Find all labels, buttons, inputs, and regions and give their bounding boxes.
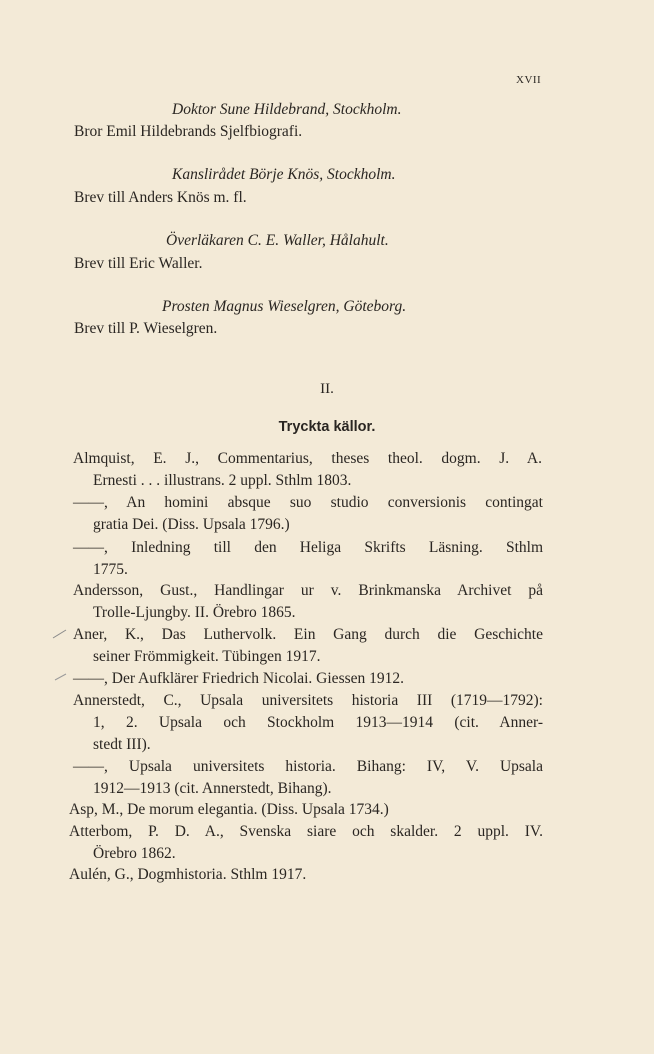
bib-line: Andersson, Gust., Handlingar ur v. Brinkmanska Archivet på — [73, 582, 543, 599]
bib-line: stedt III). — [93, 736, 151, 753]
source-content-3: Brev till Eric Waller. — [74, 255, 203, 272]
source-heading-3: Överläkaren C. E. Waller, Hålahult. — [166, 232, 389, 249]
bib-line: Aulén, G., Dogmhistoria. Sthlm 1917. — [69, 866, 307, 883]
bib-line: seiner Frömmigkeit. Tübingen 1917. — [93, 648, 321, 665]
bib-line: 1775. — [93, 561, 128, 578]
section-title: Tryckta källor. — [278, 419, 376, 435]
bib-line: gratia Dei. (Diss. Upsala 1796.) — [93, 516, 290, 533]
page-number: XVII — [516, 74, 542, 86]
source-heading-2: Kanslirådet Börje Knös, Stockholm. — [172, 166, 396, 183]
bib-line: ——, Der Aufklärer Friedrich Nicolai. Giessen 1912. — [73, 670, 405, 687]
bib-line: Annerstedt, C., Upsala universitets historia III (1719—1792): — [73, 692, 543, 709]
bib-line: ——, Upsala universitets historia. Bihang: IV, V. Upsala — [73, 758, 543, 775]
bib-line: Atterbom, P. D. A., Svenska siare och skalder. 2 uppl. IV. — [69, 823, 543, 840]
bib-line: Ernesti . . . illustrans. 2 uppl. Sthlm 1803. — [93, 472, 352, 489]
bib-line: Almquist, E. J., Commentarius, theses theol. dogm. J. A. — [73, 450, 542, 467]
bib-line: Örebro 1862. — [93, 845, 176, 862]
source-content-4: Brev till P. Wieselgren. — [74, 320, 218, 337]
pencil-mark-icon — [54, 672, 68, 682]
bib-line: Asp, M., De morum elegantia. (Diss. Upsala 1734.) — [69, 801, 389, 818]
bib-line: ——, Inledning till den Heliga Skrifts Läsning. Sthlm — [73, 539, 543, 556]
section-number: II. — [320, 381, 334, 397]
source-heading-4: Prosten Magnus Wieselgren, Göteborg. — [162, 298, 407, 315]
source-content-1: Bror Emil Hildebrands Sjelfbiografi. — [74, 123, 303, 140]
source-content-2: Brev till Anders Knös m. fl. — [74, 189, 247, 206]
bib-line: 1, 2. Upsala och Stockholm 1913—1914 (cit. Anner- — [93, 714, 543, 731]
source-heading-1: Doktor Sune Hildebrand, Stockholm. — [172, 101, 402, 118]
bib-line: ——, An homini absque suo studio conversionis contingat — [73, 494, 543, 511]
bib-line: Trolle-Ljungby. II. Örebro 1865. — [93, 604, 296, 621]
pencil-mark-icon — [52, 628, 68, 640]
bib-line: Aner, K., Das Luthervolk. Ein Gang durch die Geschichte — [73, 626, 543, 643]
bib-line: 1912—1913 (cit. Annerstedt, Bihang). — [93, 780, 332, 797]
